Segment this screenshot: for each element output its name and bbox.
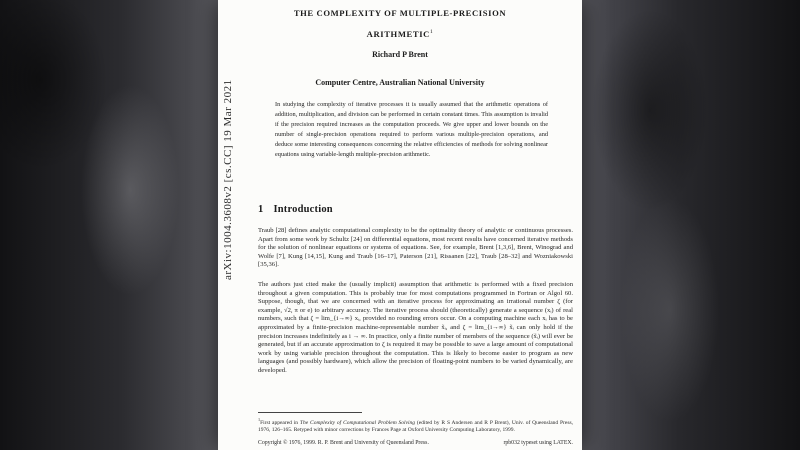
author-name: Richard P Brent [372,50,428,59]
footnote [258,416,573,434]
paper-title-line1 [218,8,582,18]
copyright-notice: Copyright © 1976, 1999. R. P. Brent and University of Queensland Press. [258,440,429,446]
footnote-post: (edited by R S Andersen and R P Brent), Univ. of Queensland Press, 1976, 126–165. Retyped with minor corrections by Frances Page at Oxford University Computing Laboratory, 1999. [258,419,573,433]
blurred-background-right [580,0,800,450]
typeset-note: rpb032 typeset using LATEX. [503,440,573,446]
footnote-rule [258,412,362,413]
bottom-line [258,440,573,446]
paper-title-line2 [218,29,582,39]
introduction-paragraph-1: Traub [28] defines analytic computational complexity to be the optimality theory of analytic or continuous processes. Apart from some work by Schultz [24] on differential equations, most recent results have concerned iterative methods for the solution of nonlinear equations or systems of equations. See, for example, Brent [1,3,6], Brent, Winograd and Wolfe [7], Kung [14,15], Kung and Traub [16–17], Paterson [21], Rissanen [22], Traub [28–32] and Wozniakowski [35,36]. [258,227,573,269]
section-title: Introduction [273,204,333,215]
introduction-paragraph-2: The authors just cited make the (usually implicit) assumption that arithmetic is performed with a fixed precision throughout a given computation. This is probably true for most computations programmed in Fortran or Algol 60. Suppose, though, that we are concerned with an iterative process for approximating an irrational number ζ (for example, √2, π or e) to arbitrary accuracy. The iterative process should (theoretically) generate a sequence (xᵢ) of real numbers, such that ζ = lim_{i→∞} xᵢ, provided no rounding errors occur. On a computing machine each xᵢ has to be approximated by a finite-precision machine-representable number x̃ᵢ, and ζ = lim_{i→∞} x̃ᵢ can only hold if the precision increases indefinitely as i → ∞. In practice, only a finite number of members of the sequence (x̃ᵢ) will ever be generated, but if an accurate approximation to ζ is required it may be possible to save a large amount of computational work by using variable precision throughout the computation. This is likely to become easier to program as new languages (and possibly hardware), which allow the precision of floating-point numbers to be varied dynamically, are developed. [258,281,573,374]
footnote-marker: 1 [258,417,261,422]
footnote-pre: First appeared in [260,419,300,426]
affiliation: Computer Centre, Australian National University [315,78,485,87]
paper-title-text1: THE COMPLEXITY OF MULTIPLE-PRECISION [293,8,507,18]
section-heading [258,204,333,215]
paper-page [218,0,582,450]
blurred-background-left [0,0,220,450]
section-number: 1 [258,204,264,215]
footnote-book-title: The Complexity of Computational Problem Solving [299,419,416,426]
title-footnote-mark: 1 [429,29,434,36]
arxiv-sidebar-stamp: arXiv:1004.3608v2 [cs.CC] 19 Mar 2021 [222,79,234,281]
abstract-paragraph: In studying the complexity of iterative processes it is usually assumed that the arithmetic operations of addition, multiplication, and division can be performed in certain constant times. This assumption is invalid if the precision required increases as the computation proceeds. We give upper and lower bounds on the number of single-precision operations required to perform various multiple-precision operations, and deduce some interesting consequences concerning the relative efficiencies of methods for solving nonlinear equations using variable-length multiple-precision arithmetic. [275,101,548,158]
paper-title-text2: ARITHMETIC [366,29,430,39]
